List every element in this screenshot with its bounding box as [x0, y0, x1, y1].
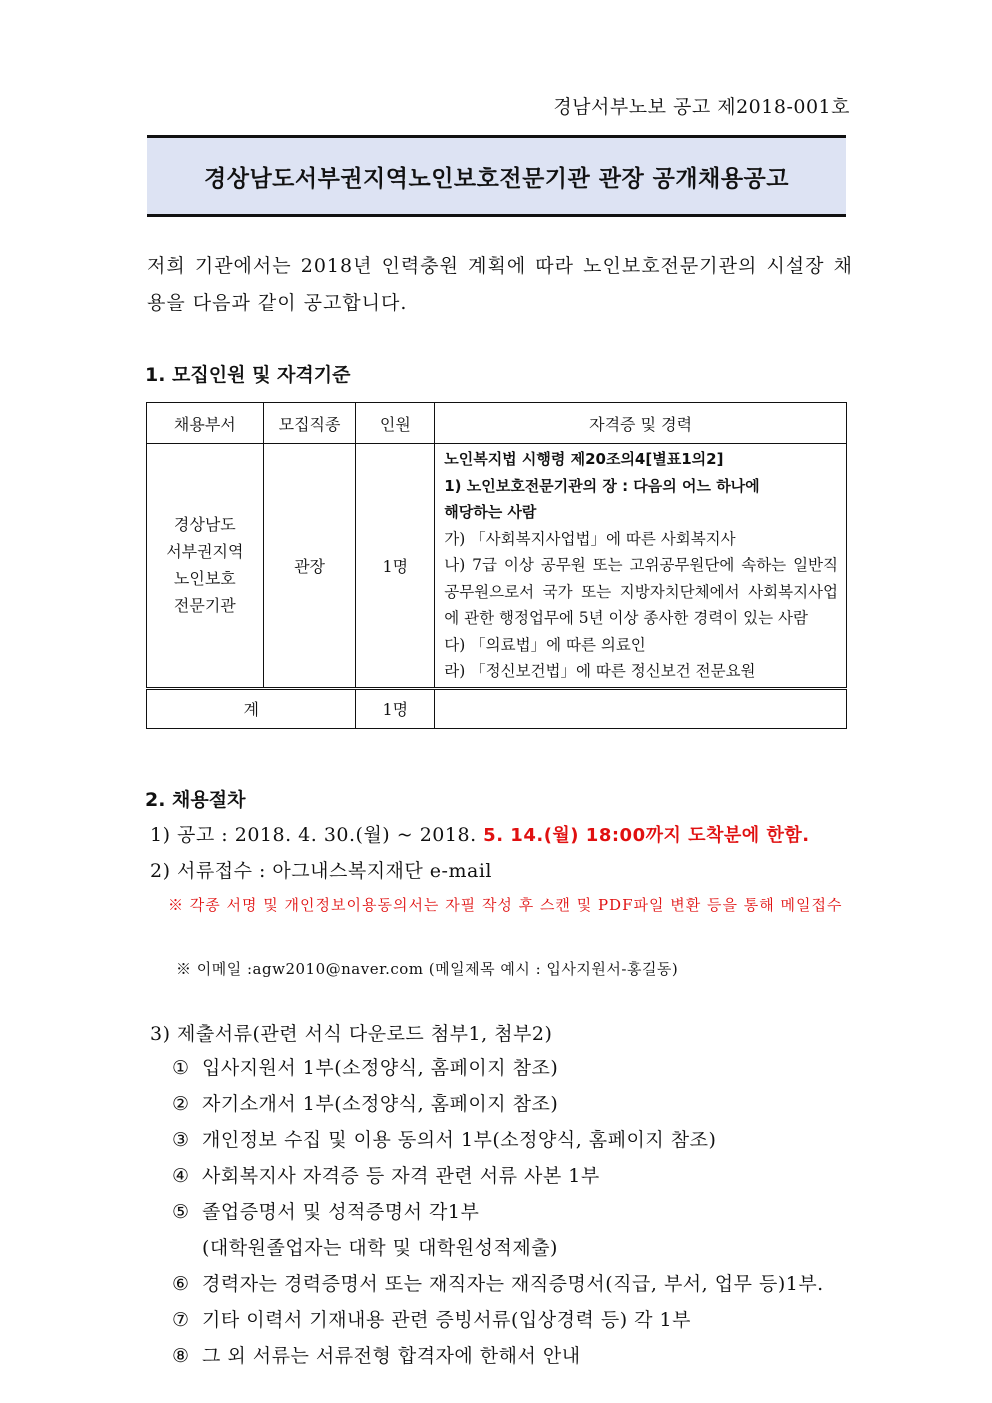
- header-dept: 채용부서: [147, 403, 264, 444]
- dept-line: 서부권지역: [166, 542, 244, 562]
- intro-paragraph: 저희 기관에서는 2018년 인력충원 계획에 따라 노인보호전문기관의 시설장 채용을 다음과 같이 공고합니다.: [147, 255, 853, 314]
- item-number: ⑧: [172, 1345, 190, 1367]
- recruitment-table: [146, 402, 847, 729]
- procedure-step-2: 2) 서류접수 : 아그내스복지재단 e-mail: [150, 860, 492, 882]
- section2-heading: 2. 채용절차: [145, 789, 246, 811]
- dept-cell: [147, 444, 264, 689]
- procedure-step-1: [150, 820, 855, 847]
- qualification-line: 가) 「사회복지사업법」에 따른 사회복지사: [444, 529, 736, 548]
- item-number: ③: [172, 1129, 190, 1151]
- item-text: 자기소개서 1부(소정양식, 홈페이지 참조): [202, 1093, 559, 1115]
- section1-heading: 1. 모집인원 및 자격기준: [145, 364, 351, 386]
- deadline-highlight: 5. 14.(월) 18:00까지 도착분에 한함.: [483, 825, 810, 846]
- total-empty-cell: [435, 688, 847, 728]
- qualification-line: 1) 노인보호전문기관의 장 : 다음의 어느 하나에: [444, 476, 760, 495]
- page-title: 경상남도서부권지역노인보호전문기관 관장 공개채용공고: [204, 165, 789, 192]
- document-item: [172, 1161, 600, 1188]
- item-text: 사회복지사 자격증 등 자격 관련 서류 사본 1부: [202, 1165, 600, 1187]
- item-number: ④: [172, 1165, 190, 1187]
- item-text: 기타 이력서 기재내용 관련 증빙서류(입상경력 등) 각 1부: [202, 1309, 691, 1331]
- document-number: 경남서부노보 공고 제2018-001호: [553, 96, 850, 118]
- qualification-line: 해당하는 사람: [444, 503, 537, 521]
- dept-line: 노인보호: [173, 569, 236, 589]
- step1-dates: 1) 공고 : 2018. 4. 30.(월) ~ 2018.: [150, 824, 477, 846]
- header-count: 인원: [356, 403, 435, 444]
- total-label: 계: [147, 688, 356, 728]
- signature-note: ※ 각종 서명 및 개인정보이용동의서는 자필 작성 후 스캔 및 PDF파일 변환 등을 통해 메일접수: [168, 896, 843, 914]
- item-text: 입사지원서 1부(소정양식, 홈페이지 참조): [202, 1057, 559, 1079]
- document-item: [172, 1089, 558, 1116]
- table-total-row: [147, 688, 847, 728]
- document-item: [172, 1197, 479, 1224]
- qualifications-cell: [435, 444, 847, 689]
- position-cell: 관장: [263, 444, 356, 689]
- item-number: ⑤: [172, 1201, 190, 1223]
- header-qualifications: 자격증 및 경력: [435, 403, 847, 444]
- document-item: [172, 1341, 581, 1368]
- total-count: 1명: [356, 688, 435, 728]
- dept-line: 전문기관: [173, 596, 236, 616]
- dept-line: 경상남도: [173, 515, 236, 535]
- item-number: ①: [172, 1057, 190, 1079]
- item-text: (대학원졸업자는 대학 및 대학원성적제출): [202, 1237, 558, 1259]
- document-item: [172, 1305, 691, 1332]
- title-banner: [147, 135, 846, 217]
- table-header-row: [147, 403, 847, 444]
- item-text: 졸업증명서 및 성적증명서 각1부: [202, 1201, 480, 1223]
- item-number: ⑥: [172, 1273, 190, 1295]
- qualification-line: 라) 「정신보건법」에 따른 정신보건 전문요원: [444, 662, 756, 680]
- procedure-step-3: 3) 제출서류(관련 서식 다운로드 첨부1, 첨부2): [150, 1023, 553, 1045]
- item-number: ②: [172, 1093, 190, 1115]
- document-item: [172, 1053, 558, 1080]
- item-text: 경력자는 경력증명서 또는 재직자는 재직증명서(직급, 부서, 업무 등)1부.: [202, 1273, 824, 1295]
- table-row: [147, 444, 847, 689]
- document-item: [172, 1125, 716, 1152]
- item-number: ⑦: [172, 1309, 190, 1331]
- count-cell: 1명: [356, 444, 435, 689]
- document-item: [172, 1233, 558, 1260]
- qualification-line: 나) 7급 이상 공무원 또는 고위공무원단에 속하는 일반직 공무원으로서 국가 또는 지방자치단체에서 사회복지사업에 관한 행정업무에 5년 이상 종사한 경력이 있는 사람: [444, 556, 838, 627]
- qualification-line: 노인복지법 시행령 제20조의4[별표1의2]: [444, 450, 724, 468]
- item-text: 그 외 서류는 서류전형 합격자에 한해서 안내: [202, 1345, 581, 1367]
- item-text: 개인정보 수집 및 이용 동의서 1부(소정양식, 홈페이지 참조): [202, 1129, 717, 1151]
- document-item: [172, 1269, 824, 1296]
- email-note: ※ 이메일 :agw2010@naver.com (메일제목 예시 : 입사지원서-홍길동): [176, 960, 679, 978]
- header-position: 모집직종: [263, 403, 356, 444]
- qualification-line: 다) 「의료법」에 따른 의료인: [444, 635, 646, 654]
